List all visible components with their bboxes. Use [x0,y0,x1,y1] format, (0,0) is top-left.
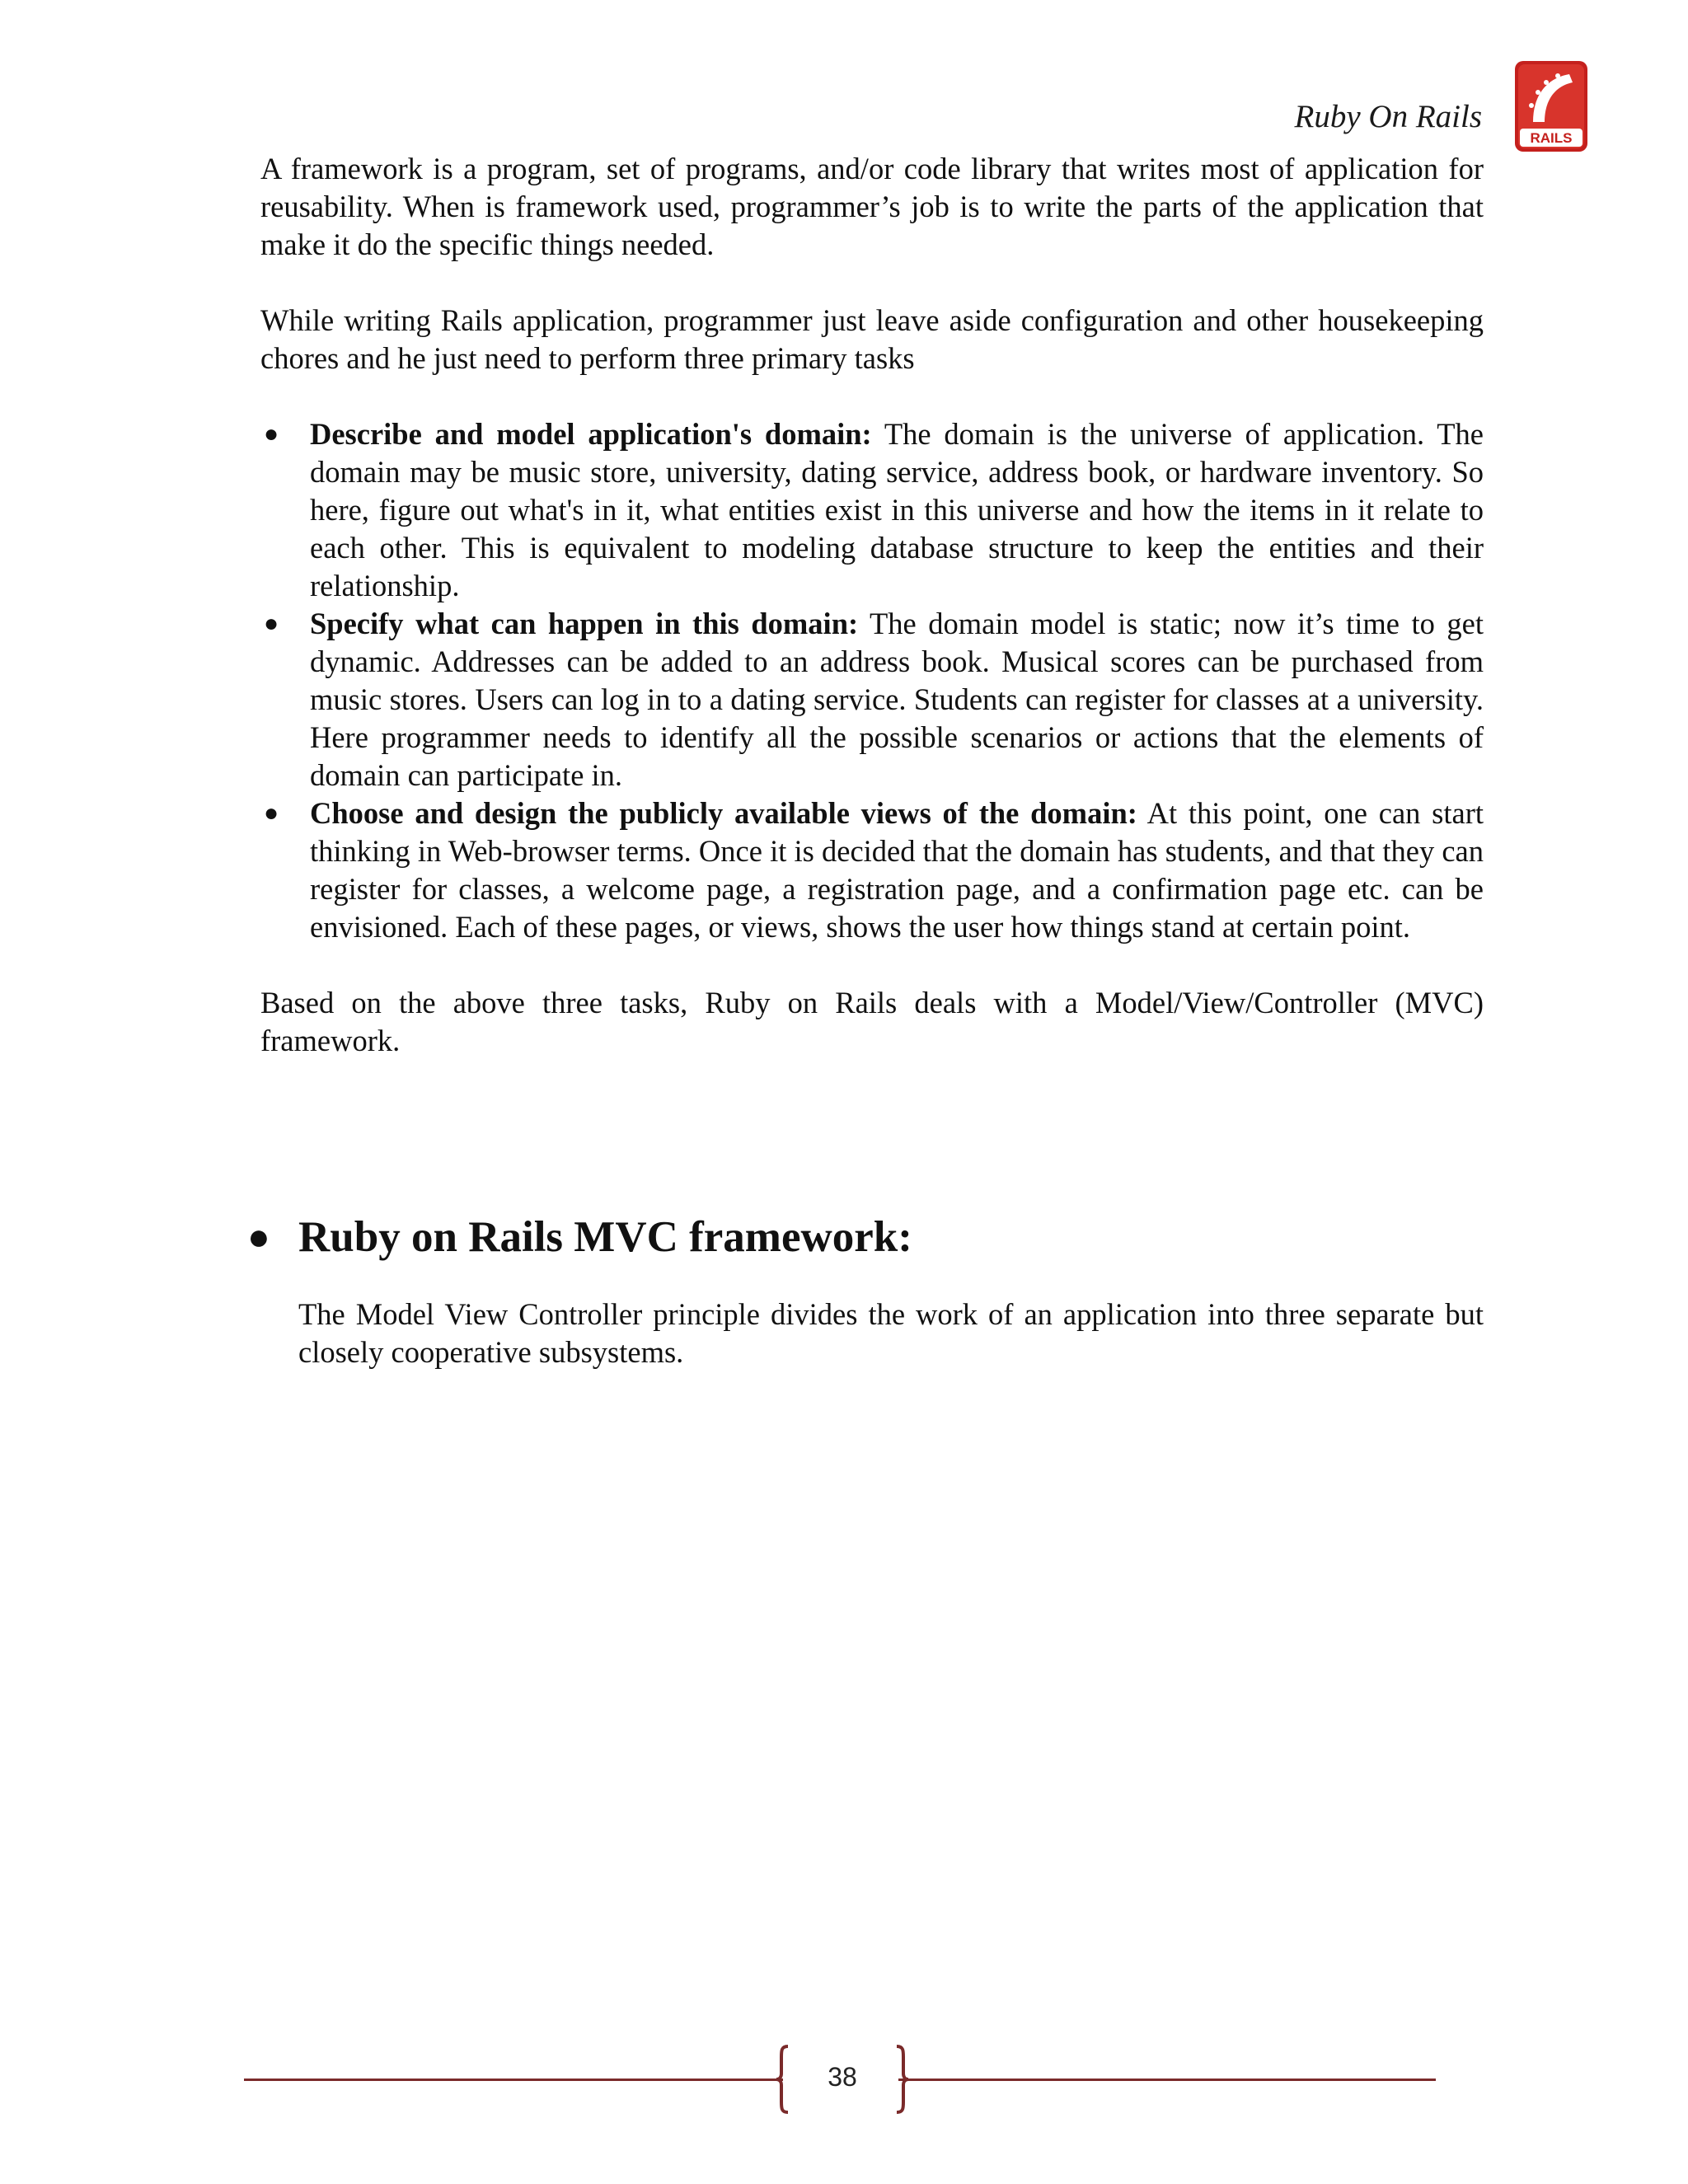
right-brace-icon [893,2044,910,2115]
bullet-dot-icon: ● [264,420,279,448]
main-content [260,150,1484,1098]
bullet-dot-icon: ● [264,610,279,637]
bullet-dot-icon: ● [264,799,279,827]
bullet-text: The domain model is static; now it’s time to get dynamic. Addresses can be added to an address book. Musical scores can be purchased from music stores. Users can log in to a dating service. Students can register for classes at a university. Here programmer needs to identify all the possible scenarios or actions that the elements of domain can participate in. [310,607,1484,792]
footer-rule-left [244,2079,783,2081]
section-paragraph: The Model View Controller principle divides the work of an application into three separate but closely cooperative subsystems. [298,1297,1484,1369]
tasks-intro-paragraph: While writing Rails application, programmer just leave aside configuration and other housekeeping chores and he just need to perform three primary tasks [260,303,1484,375]
intro-paragraph: A framework is a program, set of programs, and/or code library that writes most of application for reusability. When is framework used, programmer’s job is to write the parts of the application that make it do the specific things needed. [260,152,1484,261]
task-bullet-list [260,415,1484,946]
section-heading-text: Ruby on Rails MVC framework: [298,1213,912,1261]
rails-logo-icon [1513,59,1589,153]
left-brace-icon [775,2044,791,2115]
bullet-text: The domain is the universe of application. The domain may be music store, university, dating service, address book, or hardware inventory. So here, figure out what's in it, what entities exist in this universe and how the items in it relate to each other. This is equivalent to modeling database structure to keep the entities and their relationship. [310,417,1484,602]
list-item [260,605,1484,794]
bullet-text: At this point, one can start thinking in Web-browser terms. Once it is decided that the domain has students, and that they can register for classes, a welcome page, a registration page, and a confirmation page etc. can be envisioned. Each of these pages, or views, shows the user how things stand at certain point. [310,796,1484,944]
heading-bullet-icon: ● [247,1216,270,1258]
list-item [260,794,1484,946]
closing-paragraph: Based on the above three tasks, Ruby on Rails deals with a Model/View/Controller (MVC) framework. [260,986,1484,1057]
bullet-bold-lead: Choose and design the publicly available views of the domain: [310,796,1137,830]
page-number: 38 [828,2062,857,2092]
section-heading [247,1208,1484,1266]
bullet-bold-lead: Describe and model application's domain: [310,417,872,451]
list-item [260,415,1484,605]
running-header-title: Ruby On Rails [1294,99,1482,134]
footer-rule-right [898,2079,1436,2081]
mvc-section [247,1208,1484,1371]
bullet-bold-lead: Specify what can happen in this domain: [310,607,859,640]
svg-text:RAILS: RAILS [1530,130,1573,146]
